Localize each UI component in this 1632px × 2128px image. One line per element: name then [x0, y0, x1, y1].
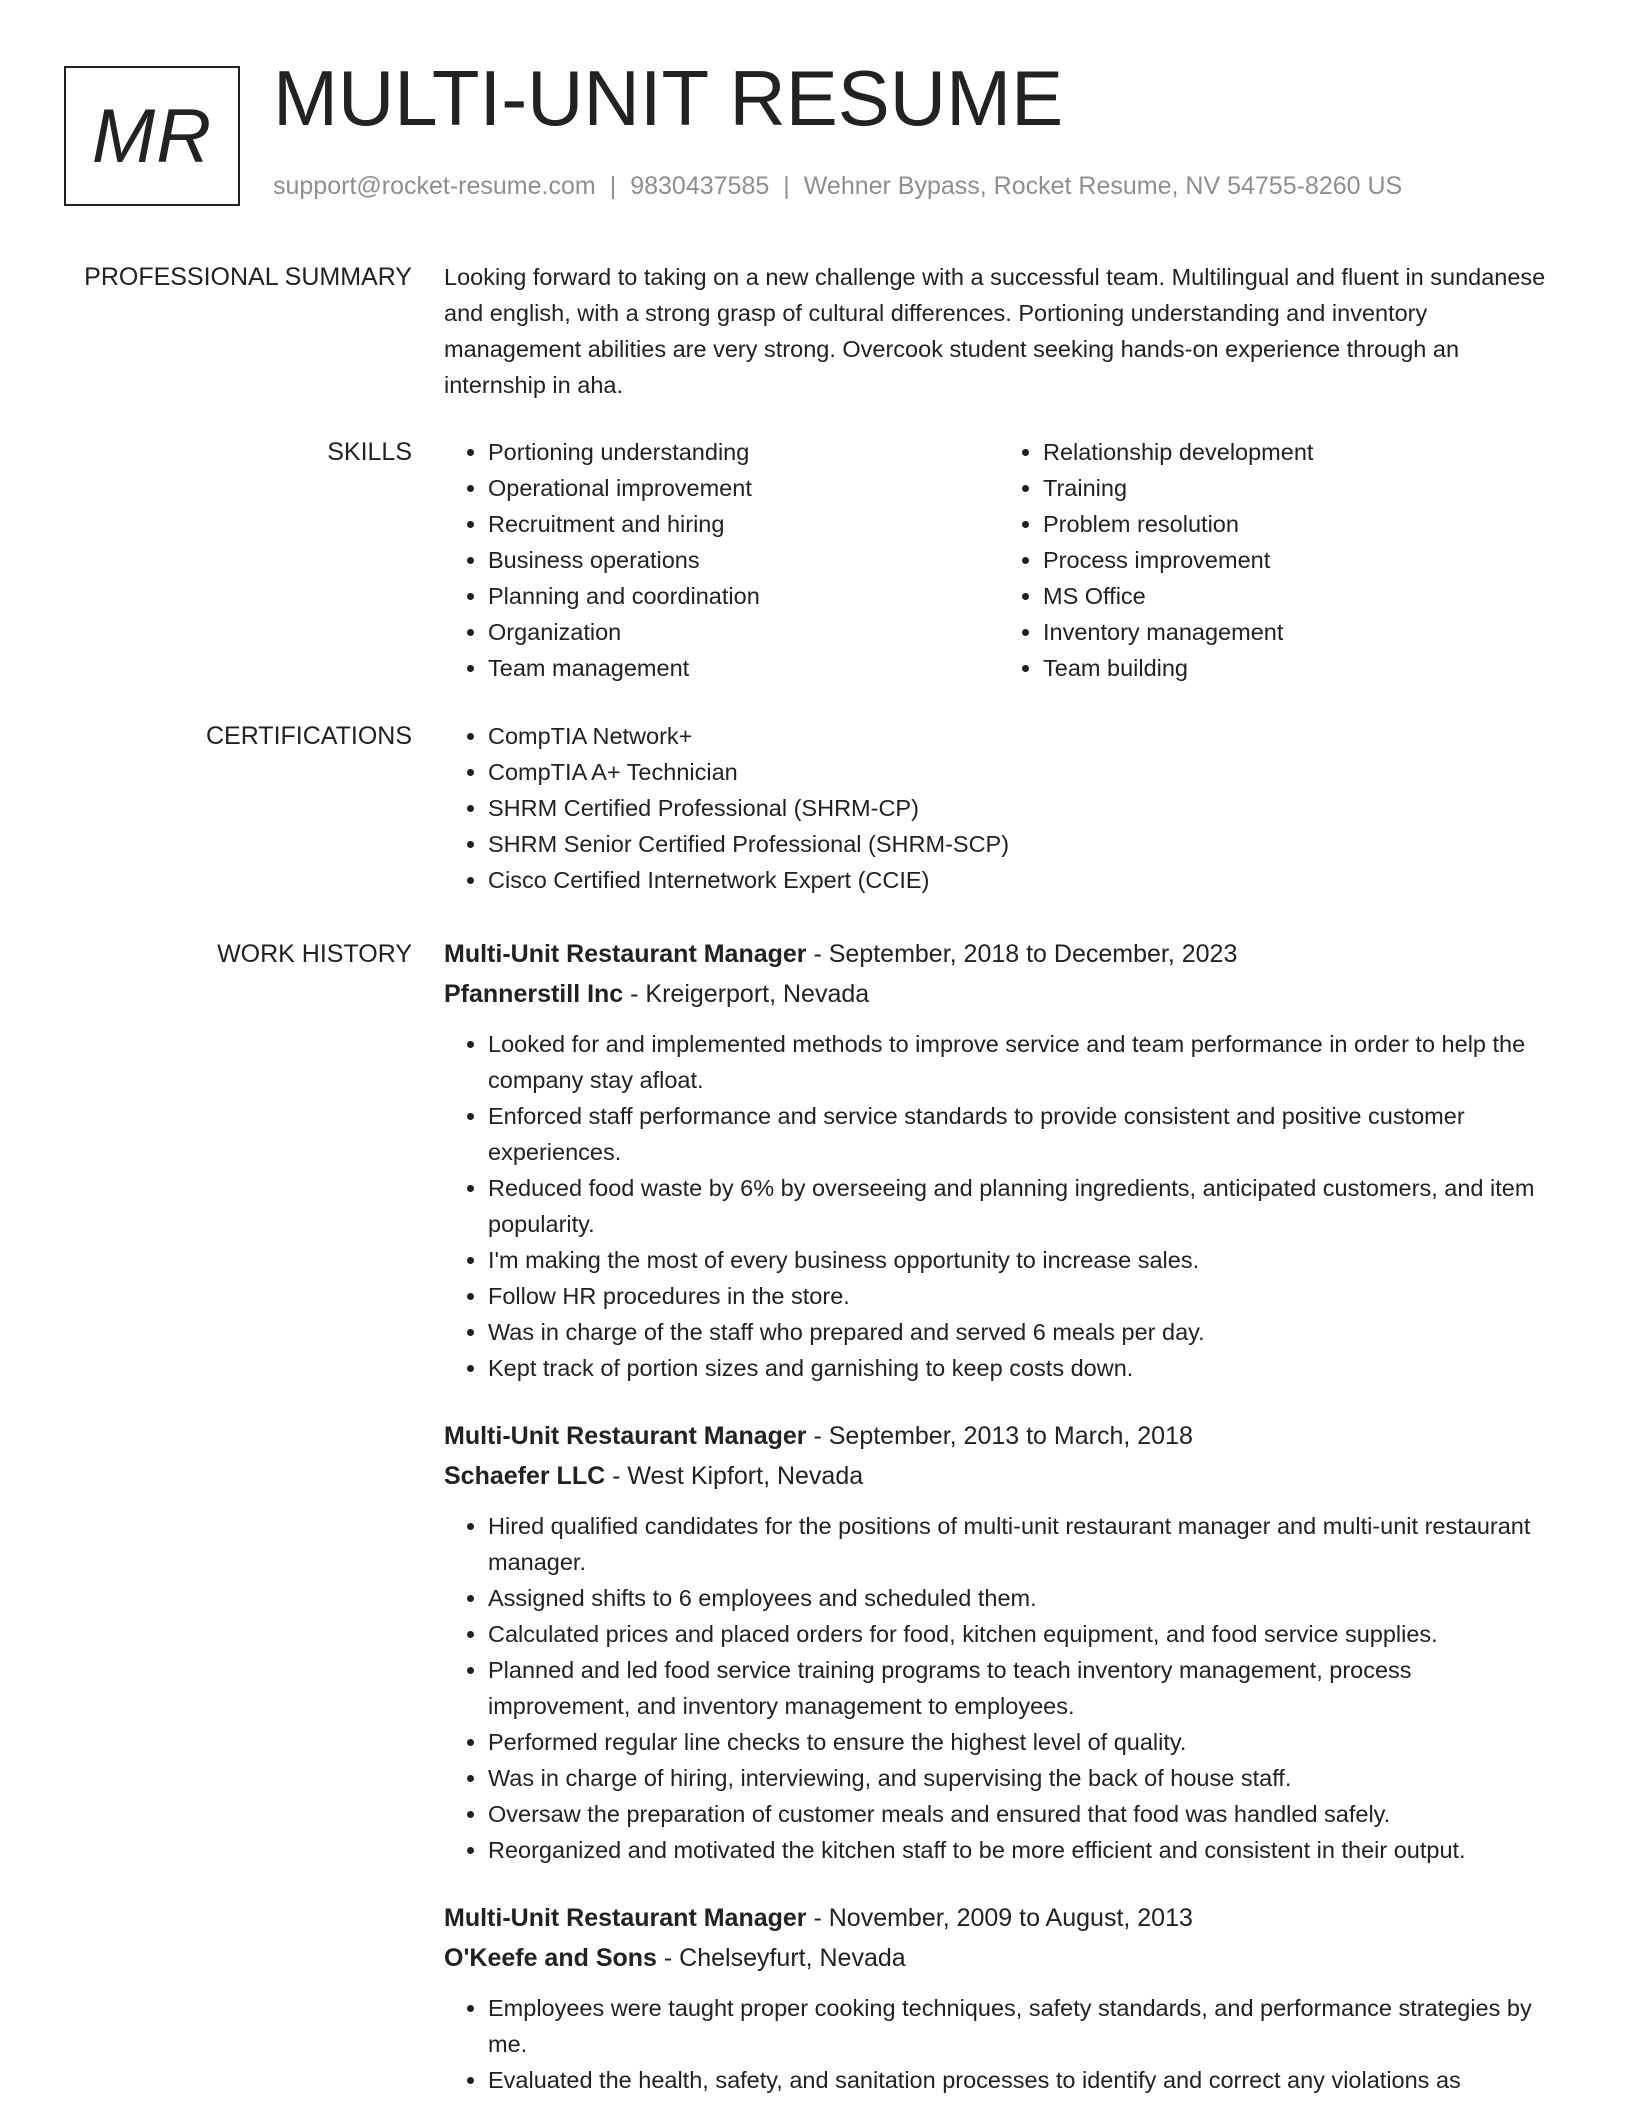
certifications-list	[444, 718, 1554, 898]
job-entry	[444, 1898, 1554, 2098]
summary-body	[444, 259, 1554, 403]
certification-item: • SHRM Certified Professional (SHRM-CP)	[488, 790, 1554, 826]
job-bullet: • Was in charge of hiring, interviewing, and supervising the back of house staff.	[488, 1760, 1554, 1796]
job-bullet: • Enforced staff performance and service standards to provide consistent and positive customer experiences.	[488, 1098, 1554, 1170]
job-title: Multi-Unit Restaurant Manager	[444, 940, 807, 968]
job-company: Pfannerstill Inc	[444, 980, 624, 1008]
contact-separator: |	[783, 172, 790, 200]
skill-item: • Business operations	[488, 542, 999, 578]
certifications-body	[444, 718, 1554, 898]
contact-separator: |	[609, 172, 617, 200]
contact-phone: 9830437585	[630, 172, 770, 200]
job-location: - West Kipfort, Nevada	[605, 1462, 864, 1490]
job-bullet: • Kept track of portion sizes and garnishing to keep costs down.	[488, 1350, 1554, 1386]
job-bullet: • Was in charge of the staff who prepared and served 6 meals per day.	[488, 1314, 1554, 1350]
certification-item: • CompTIA A+ Technician	[488, 754, 1554, 790]
contact-line	[273, 172, 1402, 201]
skill-item: • Organization	[488, 614, 999, 650]
job-bullet: • Evaluated the health, safety, and sanitation processes to identify and correct any violations as	[488, 2062, 1554, 2098]
job-title-line	[444, 934, 1554, 974]
job-location: - Kreigerport, Nevada	[623, 980, 870, 1008]
skill-item: • Team management	[488, 650, 999, 686]
job-bullet: • Reorganized and motivated the kitchen staff to be more efficient and consistent in their output.	[488, 1832, 1554, 1868]
job-company-line	[444, 1456, 1554, 1496]
job-bullet: • Reduced food waste by 6% by overseeing and planning ingredients, anticipated customers, and item popularity.	[488, 1170, 1554, 1242]
contact-address: Wehner Bypass, Rocket Resume, NV 54755-8260 US	[803, 172, 1403, 200]
skill-item: • MS Office	[1043, 578, 1554, 614]
job-bullet: • I'm making the most of every business opportunity to increase sales.	[488, 1242, 1554, 1278]
job-title: Multi-Unit Restaurant Manager	[444, 1904, 807, 1932]
job-entry	[444, 1416, 1554, 1868]
job-title: Multi-Unit Restaurant Manager	[444, 1422, 807, 1450]
skills-column-1	[444, 434, 999, 686]
monogram-box	[64, 66, 240, 206]
job-bullets	[444, 1990, 1554, 2098]
skill-item: • Relationship development	[1043, 434, 1554, 470]
job-company-line	[444, 974, 1554, 1014]
section-label-work-history: WORK HISTORY	[217, 940, 412, 968]
job-bullets	[444, 1026, 1554, 1386]
certification-item: • CompTIA Network+	[488, 718, 1554, 754]
skill-item: • Training	[1043, 470, 1554, 506]
job-bullet: • Assigned shifts to 6 employees and scheduled them.	[488, 1580, 1554, 1616]
job-bullet: • Oversaw the preparation of customer meals and ensured that food was handled safely.	[488, 1796, 1554, 1832]
monogram-initials: MR	[91, 93, 213, 179]
job-company: O'Keefe and Sons	[444, 1944, 657, 1972]
job-bullet: • Employees were taught proper cooking techniques, safety standards, and performance strategies by me.	[488, 1990, 1554, 2062]
job-bullet: • Calculated prices and placed orders for food, kitchen equipment, and food service supplies.	[488, 1616, 1554, 1652]
job-bullet: • Performed regular line checks to ensure the highest level of quality.	[488, 1724, 1554, 1760]
job-location: - Chelseyfurt, Nevada	[656, 1944, 906, 1972]
certification-item: • Cisco Certified Internetwork Expert (CCIE)	[488, 862, 1554, 898]
job-bullet: • Planned and led food service training programs to teach inventory management, process improvement, and inventory management to employees.	[488, 1652, 1554, 1724]
skill-item: • Planning and coordination	[488, 578, 999, 614]
job-bullet: • Looked for and implemented methods to improve service and team performance in order to help the company stay afloat.	[488, 1026, 1554, 1098]
job-bullet: • Hired qualified candidates for the positions of multi-unit restaurant manager and multi-unit restaurant manager.	[488, 1508, 1554, 1580]
section-label-summary: PROFESSIONAL SUMMARY	[84, 263, 412, 291]
work-history-body	[444, 934, 1554, 2128]
skill-item: • Operational improvement	[488, 470, 999, 506]
job-dates: - September, 2018 to December, 2023	[806, 940, 1238, 968]
job-company-line	[444, 1938, 1554, 1978]
job-title-line	[444, 1416, 1554, 1456]
resume-name: MULTI-UNIT RESUME	[273, 54, 1064, 142]
summary-text: Looking forward to taking on a new challenge with a successful team. Multilingual and fluent in sundanese and english, with a strong grasp of cultural differences. Portioning understanding and inventory management abilities are very strong. Overcook student seeking hands-on experience through an internship in aha.	[444, 264, 1546, 398]
job-dates: - September, 2013 to March, 2018	[806, 1422, 1193, 1450]
section-label-skills: SKILLS	[327, 438, 412, 466]
skill-item: • Problem resolution	[1043, 506, 1554, 542]
contact-email: support@rocket-resume.com	[273, 172, 596, 200]
skill-item: • Process improvement	[1043, 542, 1554, 578]
skill-item: • Team building	[1043, 650, 1554, 686]
job-title-line	[444, 1898, 1554, 1938]
skill-item: • Recruitment and hiring	[488, 506, 999, 542]
skills-grid	[444, 434, 1554, 686]
skills-column-2	[999, 434, 1554, 686]
section-label-certifications: CERTIFICATIONS	[205, 722, 412, 750]
job-company: Schaefer LLC	[444, 1462, 606, 1490]
job-bullet: • Follow HR procedures in the store.	[488, 1278, 1554, 1314]
certification-item: • SHRM Senior Certified Professional (SHRM-SCP)	[488, 826, 1554, 862]
job-entry	[444, 934, 1554, 1386]
skill-item: • Portioning understanding	[488, 434, 999, 470]
job-bullets	[444, 1508, 1554, 1868]
skill-item: • Inventory management	[1043, 614, 1554, 650]
job-dates: - November, 2009 to August, 2013	[806, 1904, 1193, 1932]
